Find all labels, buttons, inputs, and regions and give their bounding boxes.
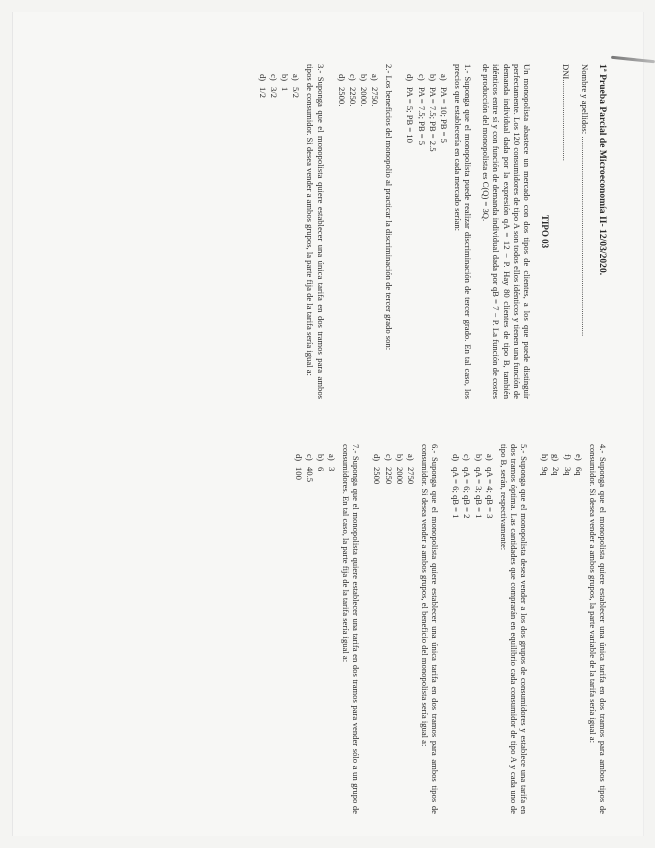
dni-field: DNI......................................: [560, 64, 571, 161]
question-text: 4.- Suponga que el monopolista quiere establecer una única tarifa en dos tramos para ambos tipos de consumidor. Si desea vender a ambos grupos, la parte variable de la tarifa sería igual a:: [587, 444, 608, 814]
option: a)2750.: [370, 74, 381, 107]
option: c)3/2: [268, 74, 279, 98]
option: d)2500.: [336, 74, 347, 107]
option-list: [451, 444, 495, 814]
question-2: [337, 64, 395, 399]
question-3: [258, 64, 326, 399]
option-list: [337, 64, 381, 399]
option: c)2250.: [347, 74, 358, 107]
option: d)PA = 5; PB = 10: [405, 74, 416, 143]
option-list: [293, 444, 337, 814]
option-list: [258, 64, 302, 399]
option-list: [405, 64, 449, 399]
question-text: 2.- Los beneficios del monopolio al practicar la discriminación de tercer grado son:: [384, 64, 395, 351]
option: b)PA = 7.5; PB = 2.5: [427, 74, 438, 152]
option: c)PA = 7.5; PB = 5: [416, 74, 427, 146]
option: c)2250: [383, 454, 394, 485]
option: g)2q: [551, 454, 562, 476]
option: a)2750: [405, 454, 416, 485]
option: d)2500: [372, 454, 383, 485]
question-5: [451, 444, 529, 814]
left-column: [247, 64, 608, 399]
question-1: [405, 64, 473, 399]
option: c)qA = 6; qB = 2: [462, 454, 473, 519]
option: d)1/2: [257, 74, 268, 98]
option: c)40.5: [304, 454, 315, 483]
option: b)2000.: [358, 74, 369, 107]
option: b)6: [315, 454, 326, 472]
option: d)100: [293, 454, 304, 480]
question-text: 7.- Suponga que el monopolista quiere establecer una tarifa en dos tramos para vender sólo a un grupo de consumidores. En tal caso, la parte fija de la tarifa sería igual a:: [341, 444, 362, 814]
name-field: Nombre y apellidos: .............................................................................................: [579, 64, 590, 337]
question-text: 6.- Suponga que el monopolista quiere establecer una única tarifa en dos tramos para ambos tipos de consumidor. Si desea vender a ambos grupos, el beneficio del monopolista sería igual a:: [420, 444, 441, 814]
option: b)qA = 3; qB = 1: [473, 454, 484, 519]
option: b)1: [280, 74, 291, 92]
option-list: [540, 444, 584, 814]
option: h)9q: [540, 454, 551, 476]
question-7: [293, 444, 361, 814]
option-list: [372, 444, 416, 814]
question-text: 3.- Suponga que el monopolista quiere establecer una única tarifa en dos tramos para ambos tipos de consumidor. Si desea vender a ambos grupos, la parte fija de la tarifa sería igual a:: [305, 64, 326, 399]
question-6: [372, 444, 440, 814]
option: b)2000: [394, 454, 405, 485]
option: e)6q: [573, 454, 584, 476]
question-text: 5.- Suponga que el monopolista desea vender a los dos grupos de consumidores y establece una tarifa en dos tramos óptima. Las cantidades que comprarán en equilibrio cada consumidor de tipo A y cada uno de tipo B, serán, respectivamente:: [498, 444, 530, 814]
option: a)5/2: [291, 74, 302, 98]
exam-page-rotated: [48, 24, 608, 834]
question-text: 1.- Suponga que el monopolista puede realizar discriminación de tercer grado. En tal caso, los precios que establecería en cada mercado serían:: [452, 64, 474, 399]
option: d)qA = 6; qB = 1: [451, 454, 462, 519]
option: a)PA = 10; PB = 5: [438, 74, 449, 143]
option: a)qA = 4; qB = 3: [484, 454, 495, 519]
exam-title: 1ª Prueba Parcial de Microeconomía II- 12/03/2020.: [597, 64, 608, 276]
option: a)3: [327, 454, 338, 472]
intro-paragraph: Un monopolista abastece un mercado con dos tipos de clientes, a los que puede distinguir perfectamente. Los 120 consumidores de tipo A son todos ellos idénticos y tienen una función de demanda individual dada por la expresión qA = 12 − P. Hay 80 clientes de tipo B, también idénticos entre sí y con función de demanda individual dada por qB = 7 − P. La función de costes de producción del monopolista es C(Q) = 3Q.: [481, 64, 532, 399]
exam-type: TIPO 03: [540, 214, 551, 249]
option: f)3q: [562, 454, 573, 476]
right-column: [282, 444, 608, 814]
question-4: [540, 444, 608, 814]
